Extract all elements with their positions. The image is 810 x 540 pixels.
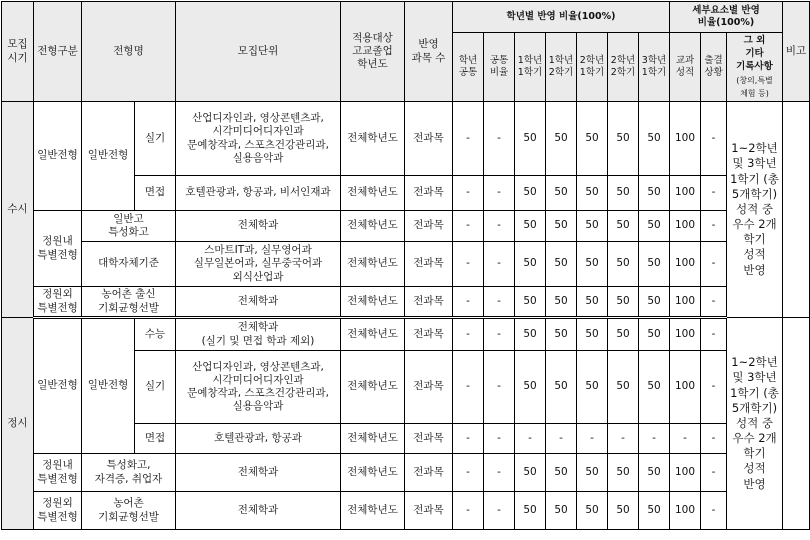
value-cell: 50: [546, 454, 577, 492]
header-remark: 비고: [783, 2, 810, 102]
subjects-cell: 전과목: [405, 211, 453, 242]
value-cell: 50: [546, 492, 577, 530]
value-cell: -: [453, 351, 484, 424]
value-cell: -: [453, 102, 484, 176]
period-susi: 수시: [2, 102, 34, 318]
header-period: 모집 시기: [2, 2, 34, 102]
header-attendance: 출결 상황: [701, 33, 727, 102]
value-cell: 50: [515, 242, 546, 287]
header-detail-ratio: 세부요소별 반영 비율(100%): [670, 2, 783, 33]
value-cell: 50: [515, 176, 546, 211]
grad-year-cell: 전체학년도: [341, 287, 405, 318]
value-cell: -: [453, 492, 484, 530]
table-row: [2, 242, 810, 287]
header-score: 교과 성적: [670, 33, 701, 102]
unit-cell: 전체학과: [176, 492, 341, 530]
table-row: [2, 211, 810, 242]
value-cell: -: [484, 176, 515, 211]
value-cell: -: [453, 287, 484, 318]
type-detail: 실기: [135, 351, 176, 424]
subjects-cell: 전과목: [405, 351, 453, 424]
value-cell: 100: [670, 454, 701, 492]
type-name: 일반전형: [82, 318, 135, 454]
type-group: 정원내 특별전형: [34, 211, 82, 287]
value-cell: 50: [639, 287, 670, 318]
type-detail: 면접: [135, 176, 176, 211]
table-row: [2, 102, 810, 176]
value-cell: -: [701, 242, 727, 287]
header-grade-col: 공통 비율: [484, 33, 515, 102]
value-cell: -: [484, 211, 515, 242]
header-grade-col: 2학년 2학기: [608, 33, 639, 102]
value-cell: 50: [608, 176, 639, 211]
header-grade-col: 1학년 1학기: [515, 33, 546, 102]
value-cell: 50: [608, 211, 639, 242]
grad-year-cell: 전체학년도: [341, 424, 405, 454]
unit-cell: 호텔관광과, 항공과, 비서인재과: [176, 176, 341, 211]
unit-cell: 전체학과: [176, 287, 341, 318]
value-cell: -: [453, 424, 484, 454]
value-cell: -: [515, 424, 546, 454]
header-grade-col: 1학년 2학기: [546, 33, 577, 102]
value-cell: 50: [515, 102, 546, 176]
value-cell: -: [701, 176, 727, 211]
value-cell: 50: [608, 242, 639, 287]
value-cell: -: [484, 318, 515, 351]
value-cell: 50: [639, 102, 670, 176]
remark-cell: [783, 318, 810, 530]
value-cell: -: [484, 454, 515, 492]
grad-year-cell: 전체학년도: [341, 211, 405, 242]
grad-year-cell: 전체학년도: [341, 454, 405, 492]
value-cell: -: [701, 318, 727, 351]
header-grade-col: 학년 공통: [453, 33, 484, 102]
value-cell: -: [453, 318, 484, 351]
table-row: [2, 287, 810, 318]
value-cell: 50: [577, 287, 608, 318]
table-row: [2, 454, 810, 492]
value-cell: -: [701, 492, 727, 530]
type-name: 일반전형: [82, 102, 135, 211]
value-cell: -: [484, 102, 515, 176]
grad-year-cell: 전체학년도: [341, 492, 405, 530]
value-cell: -: [546, 424, 577, 454]
value-cell: 50: [515, 287, 546, 318]
type-group: 일반전형: [34, 102, 82, 211]
value-cell: 50: [546, 318, 577, 351]
period-jeongsi: 정시: [2, 318, 34, 530]
type-detail: 면접: [135, 424, 176, 454]
value-cell: 50: [515, 211, 546, 242]
value-cell: 50: [577, 351, 608, 424]
other-remark-susi: 1~2학년 및 3학년 1학기 (총 5개학기) 성적 중 우수 2개 학기 성적 반영: [727, 102, 783, 318]
header-grade-ratio: 학년별 반영 비율(100%): [453, 2, 670, 33]
value-cell: 50: [515, 351, 546, 424]
value-cell: -: [608, 424, 639, 454]
value-cell: 50: [608, 454, 639, 492]
value-cell: -: [484, 287, 515, 318]
value-cell: 50: [608, 492, 639, 530]
type-group: 정원외 특별전형: [34, 492, 82, 530]
value-cell: 50: [639, 242, 670, 287]
grad-year-cell: 전체학년도: [341, 242, 405, 287]
grad-year-cell: 전체학년도: [341, 318, 405, 351]
value-cell: -: [701, 211, 727, 242]
value-cell: 100: [670, 176, 701, 211]
value-cell: 50: [639, 211, 670, 242]
type-name: 대학자체기준: [82, 242, 176, 287]
grad-year-cell: 전체학년도: [341, 351, 405, 424]
header-unit: 모집단위: [176, 2, 341, 102]
value-cell: 100: [670, 211, 701, 242]
unit-cell: 전체학과: [176, 454, 341, 492]
value-cell: 50: [515, 454, 546, 492]
value-cell: 50: [546, 351, 577, 424]
value-cell: 50: [577, 454, 608, 492]
value-cell: 50: [515, 492, 546, 530]
value-cell: -: [701, 351, 727, 424]
unit-cell: 산업디자인과, 영상콘텐츠과, 시각미디어디자인과 문예창작과, 스포츠건강관리과, 실용음악과: [176, 351, 341, 424]
type-name: 농어촌 출신 기회균형선발: [82, 287, 176, 318]
value-cell: 100: [670, 318, 701, 351]
value-cell: -: [453, 242, 484, 287]
type-name: 일반고 특성화고: [82, 211, 176, 242]
unit-cell: 산업디자인과, 영상콘텐츠과, 시각미디어디자인과 문예창작과, 스포츠건강관리과, 실용음악과: [176, 102, 341, 176]
value-cell: -: [701, 102, 727, 176]
value-cell: 50: [608, 287, 639, 318]
subjects-cell: 전과목: [405, 492, 453, 530]
subjects-cell: 전과목: [405, 424, 453, 454]
type-name: 농어촌 기회균형선발: [82, 492, 176, 530]
value-cell: 50: [577, 211, 608, 242]
subjects-cell: 전과목: [405, 102, 453, 176]
value-cell: -: [453, 454, 484, 492]
value-cell: -: [701, 287, 727, 318]
type-detail: 수능: [135, 318, 176, 351]
grad-year-cell: 전체학년도: [341, 176, 405, 211]
value-cell: 50: [546, 176, 577, 211]
unit-cell: 호텔관광과, 항공과: [176, 424, 341, 454]
header-other-sub: (창의,특별 체험 등): [736, 75, 773, 98]
unit-cell: 전체학과 (실기 및 면접 학과 제외): [176, 318, 341, 351]
value-cell: 50: [577, 176, 608, 211]
value-cell: -: [484, 492, 515, 530]
type-group: 정원외 특별전형: [34, 287, 82, 318]
value-cell: 100: [670, 102, 701, 176]
value-cell: 50: [546, 102, 577, 176]
subjects-cell: 전과목: [405, 287, 453, 318]
value-cell: 50: [639, 176, 670, 211]
type-group: 정원내 특별전형: [34, 454, 82, 492]
unit-cell: 스마트IT과, 실무영어과 실무일본어과, 실무중국어과 외식산업과: [176, 242, 341, 287]
subjects-cell: 전과목: [405, 318, 453, 351]
value-cell: 50: [546, 211, 577, 242]
value-cell: 100: [670, 287, 701, 318]
value-cell: -: [701, 454, 727, 492]
value-cell: -: [453, 176, 484, 211]
value-cell: 100: [670, 492, 701, 530]
value-cell: 50: [577, 102, 608, 176]
value-cell: 50: [546, 242, 577, 287]
header-subjects: 반영 과목 수: [405, 2, 453, 102]
value-cell: 50: [639, 351, 670, 424]
type-name: 특성화고, 자격증, 취업자: [82, 454, 176, 492]
value-cell: 100: [670, 351, 701, 424]
value-cell: -: [701, 424, 727, 454]
header-other-title: 그 외 기타 기록사항: [736, 35, 773, 73]
table-row: [2, 492, 810, 530]
value-cell: 50: [608, 351, 639, 424]
type-group: 일반전형: [34, 318, 82, 454]
value-cell: -: [484, 424, 515, 454]
value-cell: 50: [577, 492, 608, 530]
type-detail: 실기: [135, 102, 176, 176]
header-grade-col: 3학년 1학기: [639, 33, 670, 102]
unit-cell: 전체학과: [176, 211, 341, 242]
value-cell: 50: [515, 318, 546, 351]
value-cell: -: [484, 242, 515, 287]
header-grad-year: 적용대상 고교졸업 학년도: [341, 2, 405, 102]
subjects-cell: 전과목: [405, 176, 453, 211]
table-row: [2, 318, 810, 351]
value-cell: -: [670, 424, 701, 454]
value-cell: -: [577, 424, 608, 454]
header-type-group: 전형구분: [34, 2, 82, 102]
value-cell: 100: [670, 242, 701, 287]
grad-year-cell: 전체학년도: [341, 102, 405, 176]
header-type-name: 전형명: [82, 2, 176, 102]
subjects-cell: 전과목: [405, 242, 453, 287]
remark-cell: [783, 102, 810, 318]
value-cell: 50: [608, 102, 639, 176]
value-cell: -: [453, 211, 484, 242]
value-cell: 50: [608, 318, 639, 351]
header-other: [727, 33, 783, 102]
subjects-cell: 전과목: [405, 454, 453, 492]
value-cell: 50: [639, 492, 670, 530]
admission-criteria-table: [1, 1, 810, 530]
value-cell: 50: [546, 287, 577, 318]
header-grade-col: 2학년 1학기: [577, 33, 608, 102]
value-cell: -: [484, 351, 515, 424]
value-cell: 50: [639, 454, 670, 492]
value-cell: -: [639, 424, 670, 454]
value-cell: 50: [577, 318, 608, 351]
other-remark-jeongsi: 1~2학년 및 3학년 1학기 (총 5개학기) 성적 중 우수 2개 학기 성적 반영: [727, 318, 783, 530]
value-cell: 50: [639, 318, 670, 351]
value-cell: 50: [577, 242, 608, 287]
